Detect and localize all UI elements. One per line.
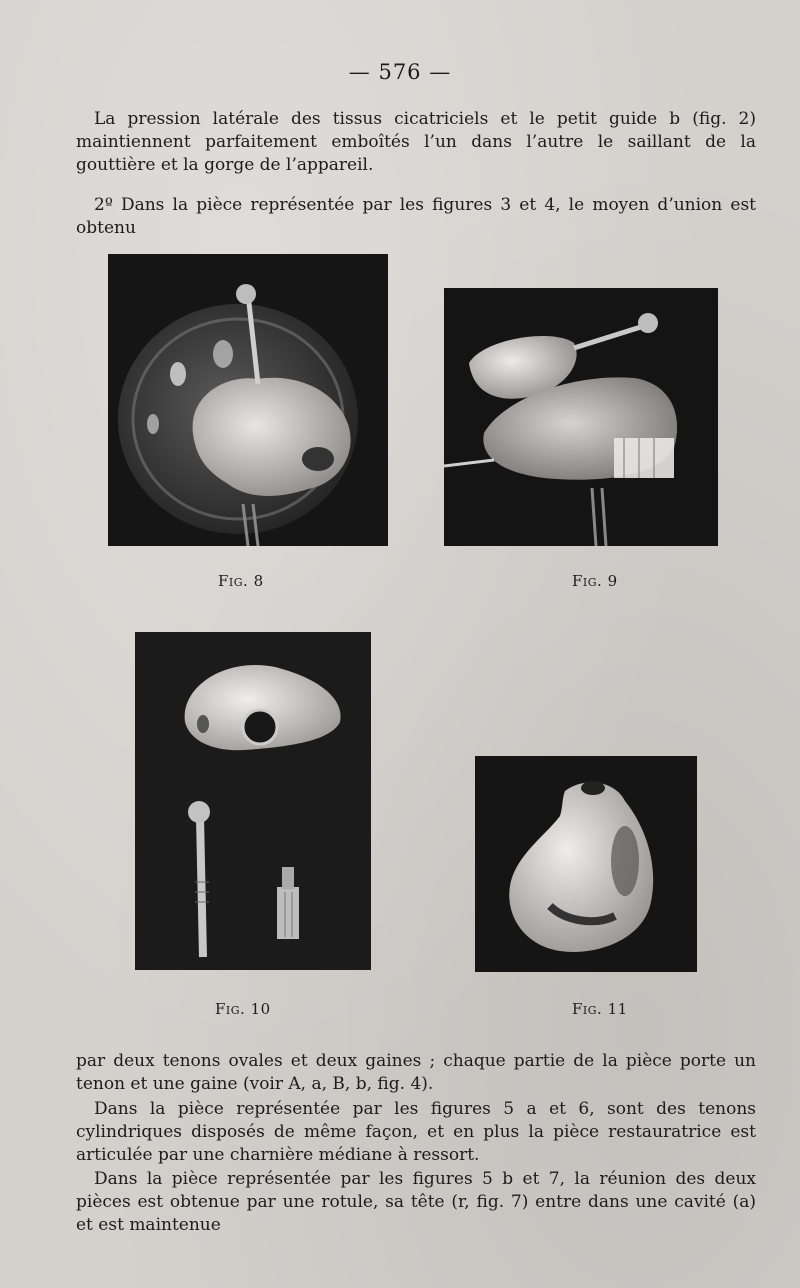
paragraph-ball-joint: Dans la pièce représentée par les figures 5 b et 7, la réunion des deux pièces est obtenue par une rotule, sa tête (r, fig. 7) entre dans une cavité (a) et est maintenue	[76, 1169, 756, 1235]
figure-10-photo	[135, 632, 371, 970]
paragraph-second-piece: 2º Dans la pièce représentée par les figures 3 et 4, le moyen d’union est obtenu	[76, 195, 756, 238]
paragraph-cylindrical-tenons: Dans la pièce représentée par les figures 5 a et 6, sont des tenons cylindriques disposés de même façon, et en plus la pièce restauratrice est articulée par une charnière médiane à ressort.	[76, 1099, 756, 1165]
paragraph-lateral-pressure: La pression latérale des tissus cicatriciels et le petit guide b (fig. 2) maintiennent parfaitement emboîtés l’un dans l’autre le saillant de la gouttière et la gorge de l’appareil.	[76, 109, 756, 175]
figure-8-photo	[108, 254, 388, 546]
figure-11-photo	[475, 756, 697, 972]
figure-10-caption: Fig. 10	[215, 1000, 271, 1018]
figure-8-caption: Fig. 8	[218, 572, 264, 590]
paragraph-oval-tenons: par deux tenons ovales et deux gaines ; chaque partie de la pièce porte un tenon et une gaine (voir A, a, B, b, fig. 4).	[76, 1051, 756, 1094]
figure-11-caption: Fig. 11	[572, 1000, 628, 1018]
figure-9-photo	[444, 288, 718, 546]
figure-9-caption: Fig. 9	[572, 572, 618, 590]
page-number: — 576 —	[348, 60, 452, 84]
